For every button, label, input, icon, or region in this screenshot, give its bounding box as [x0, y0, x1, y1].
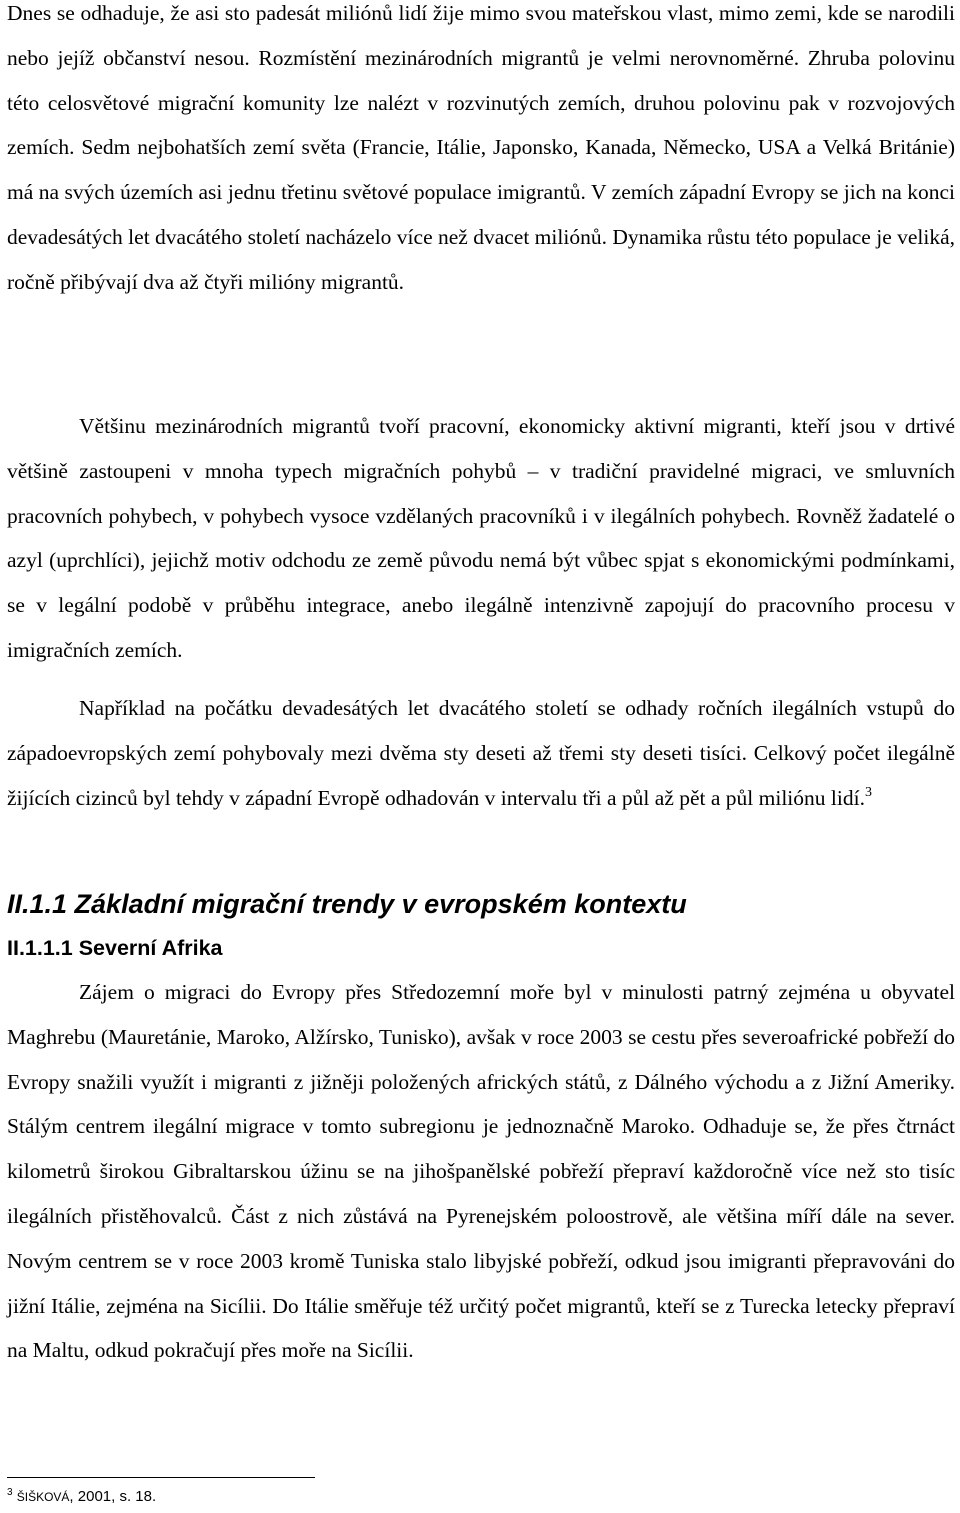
paragraph-text: Dnes se odhaduje, že asi sto padesát miliónů lidí žije mimo svou mateřskou vlast, mimo zemi, kde se narodili nebo jejíž občanství nesou. Rozmístění mezinárodních migrantů je velmi nerovnoměrné. Zhruba polovinu této celosvětové migrační komunity lze nalézt v rozvinutých zemích, druhou polovinu pak v rozvojových zemích. Sedm nejbohatších zemí světa (Francie, Itálie, Japonsko, Kanada, Německo, USA a Velká Británie) má na svých územích asi jednu třetinu světové populace imigrantů. V zemích západní Evropy se jich na konci devadesátých let dvacátého století nacházelo více než dvacet miliónů. Dynamika růstu této populace je veliká, ročně přibývají dva až čtyři milióny migrantů.: [7, 1, 956, 294]
paragraph-text: Zájem o migraci do Evropy přes Středozemní moře byl v minulosti patrný zejména u obyvatel Maghrebu (Mauretánie, Maroko, Alžírsko, Tunisko), avšak v roce 2003 se cestu přes severoafrické pobřeží do Evropy snažili využít i migranti z jižněji položených afrických států, z Dálného východu a z Jižní Ameriky. Stálým centrem ilegální migrace v tomto subregionu je jednoznačně Maroko. Odhaduje se, že přes čtrnáct kilometrů širokou Gibraltarskou úžinu se na jihošpanělské pobřeží přepraví každoročně více než sto tisíc ilegálních přistěhovalců. Část z nich zůstává na Pyrenejském poloostrově, ale většina míří dále na sever. Novým centrem se v roce 2003 kromě Tuniska stalo libyjské pobřeží, odkud jsou imigranti přepravováni do jižní Itálie, zejména na Sicílii. Do Itálie směřuje též určitý počet migrantů, kteří se z Turecka letecky přepraví na Maltu, odkud pokračují přes moře na Sicílii.: [7, 980, 955, 1363]
paragraph-text: Například na počátku devadesátých let dvacátého století se odhady ročních ilegálních vstupů do západoevropských zemí pohybovaly mezi dvěma sty deseti až třemi sty deseti tisíci. Celkový počet ilegálně žijících cizinců byl tehdy v západní Evropě odhadován v intervalu tři a půl až pět a půl miliónu lidí.: [7, 696, 955, 810]
subsection-heading: II.1.1.1 Severní Afrika: [7, 936, 223, 960]
footnote-number: 3: [7, 1487, 13, 1498]
footnote-reference[interactable]: 3: [864, 784, 872, 800]
paragraph-illegal-entries: [7, 686, 955, 820]
paragraph-north-africa: [7, 970, 955, 1373]
footnote: [7, 1486, 156, 1508]
paragraph-text: Většinu mezinárodních migrantů tvoří pracovní, ekonomicky aktivní migranti, kteří jsou v drtivé většině zastoupeni v mnoha typech migračních pohybů – v tradiční pravidelné migraci, ve smluvních pracovních pohybech, v pohybech vysoce vzdělaných pracovníků i v ilegálních pohybech. Rovněž žadatelé o azyl (uprchlíci), jejichž motiv odchodu ze země původu nemá být vůbec spjat s ekonomickými podmínkami, se v legální podobě v průběhu integrace, anebo ilegálně intenzivně zapojují do pracovního procesu v imigračních zemích.: [7, 414, 955, 662]
paragraph-labour-migrants: [7, 404, 955, 673]
footnote-separator: [7, 1477, 315, 1478]
section-heading: II.1.1 Základní migrační trendy v evropském kontextu: [7, 889, 687, 919]
footnote-citation: , 2001, s. 18.: [69, 1488, 157, 1505]
paragraph-migrant-population: [7, 0, 955, 305]
footnote-author: ŠIŠKOVÁ: [16, 1490, 70, 1504]
